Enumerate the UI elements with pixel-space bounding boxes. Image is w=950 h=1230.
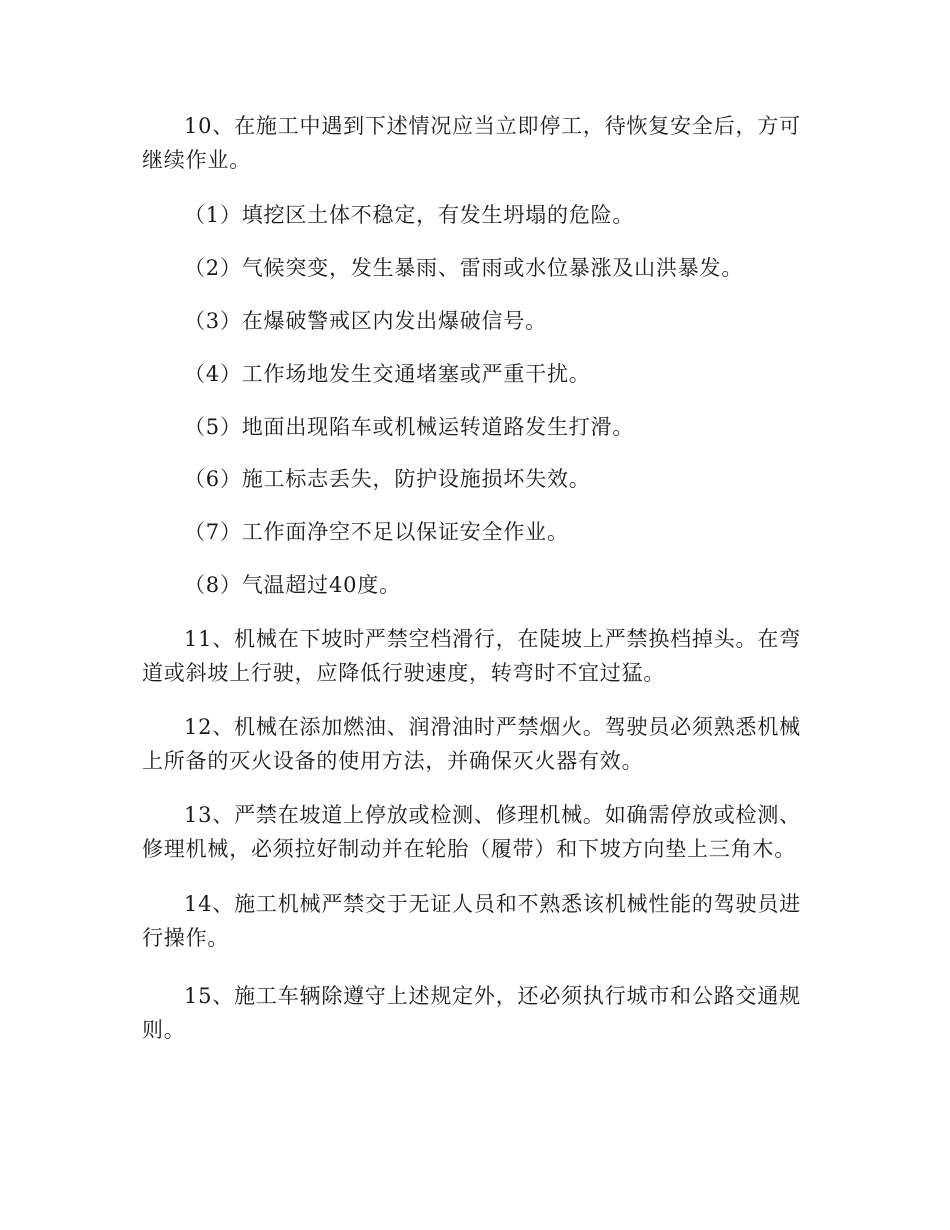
paragraph-15: 15、施工车辆除遵守上述规定外，还必须执行城市和公路交通规则。	[142, 984, 801, 1042]
paragraph-12: 12、机械在添加燃油、润滑油时严禁烟火。驾驶员必须熟悉机械上所备的灭火设备的使用方法，并确保灭火器有效。	[142, 715, 801, 773]
paragraph-13: 13、严禁在坡道上停放或检测、修理机械。如确需停放或检测、修理机械，必须拉好制动并在轮胎（履带）和下坡方向垫上三角木。	[142, 803, 801, 861]
paragraph-10: 10、在施工中遇到下述情况应当立即停工，待恢复安全后，方可继续作业。	[142, 114, 801, 172]
paragraph-14: 14、施工机械严禁交于无证人员和不熟悉该机械性能的驾驶员进行操作。	[142, 892, 801, 950]
list-item-6: （6）施工标志丢失，防护设施损坏失效。	[184, 467, 591, 491]
list-item-8: （8）气温超过40度。	[184, 573, 401, 597]
paragraph-11: 11、机械在下坡时严禁空档滑行，在陡坡上严禁换档掉头。在弯道或斜坡上行驶，应降低行驶速度，转弯时不宜过猛。	[142, 627, 801, 685]
list-item-1: （1）填挖区土体不稳定，有发生坍塌的危险。	[184, 203, 635, 227]
list-item-2: （2）气候突变，发生暴雨、雷雨或水位暴涨及山洪暴发。	[184, 256, 744, 280]
list-item-3: （3）在爆破警戒区内发出爆破信号。	[184, 309, 547, 333]
list-item-7: （7）工作面净空不足以保证安全作业。	[184, 520, 569, 544]
list-item-5: （5）地面出现陷车或机械运转道路发生打滑。	[184, 415, 635, 439]
list-item-4: （4）工作场地发生交通堵塞或严重干扰。	[184, 362, 591, 386]
